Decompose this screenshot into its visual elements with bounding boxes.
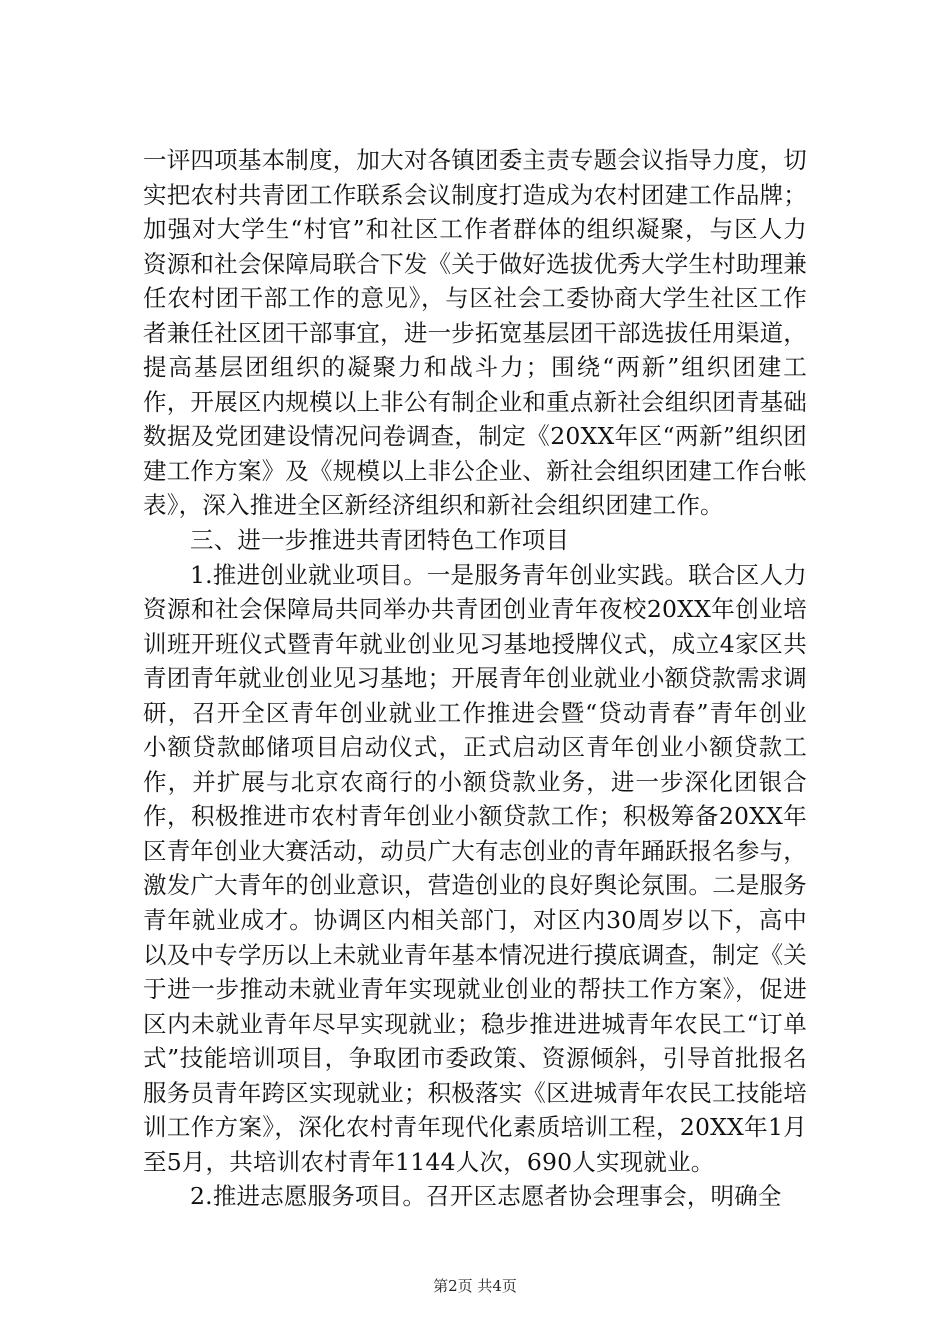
paragraph-continuation: 一评四项基本制度，加大对各镇团委主责专题会议指导力度，切实把农村共青团工作联系会议制度打造成为农村团建工作品牌；加强对大学生“村官”和社区工作者群体的组织凝聚，与区人力资源和社会保障局联合下发《关于做好选拔优秀大学生村助理兼任农村团干部工作的意见》，与区社会工委协商大学生社区工作者兼任社区团干部事宜，进一步拓宽基层团干部选拔任用渠道，提高基层团组织的凝聚力和战斗力；围绕“两新”组织团建工作，开展区内规模以上非公有制企业和重点新社会组织团青基础数据及党团建设情况问卷调查，制定《20XX年区“两新”组织团建工作方案》及《规模以上非公企业、新社会组织团建工作台帐表》，深入推进全区新经济组织和新社会组织团建工作。 [143,146,807,520]
paragraph-entrepreneurship: 1.推进创业就业项目。一是服务青年创业实践。联合区人力资源和社会保障局共同举办共青团创业青年夜校20XX年创业培训班开班仪式暨青年就业创业见习基地授牌仪式，成立4家区共青团青年就业创业见习基地；开展青年创业就业小额贷款需求调研，召开全区青年创业就业工作推进会暨“贷动青春”青年创业小额贷款邮储项目启动仪式，正式启动区青年创业小额贷款工作，并扩展与北京农商行的小额贷款业务，进一步深化团银合作，积极推进市农村青年创业小额贷款工作；积极筹备20XX年区青年创业大赛活动，动员广大有志创业的青年踊跃报名参与，激发广大青年的创业意识，营造创业的良好舆论氛围。二是服务青年就业成才。协调区内相关部门，对区内30周岁以下，高中以及中专学历以上未就业青年基本情况进行摸底调查，制定《关于进一步推动未就业青年实现就业创业的帮扶工作方案》，促进区内未就业青年尽早实现就业；稳步推进进城青年农民工“订单式”技能培训项目，争取团市委政策、资源倾斜，引导首批报名服务员青年跨区实现就业；积极落实《区进城青年农民工技能培训工作方案》，深化农村青年现代化素质培训工程，20XX年1月至5月，共培训农村青年1144人次，690人实现就业。 [143,560,807,1176]
paragraph-volunteer: 2.推进志愿服务项目。召开区志愿者协会理事会，明确全 [190,1182,782,1211]
page-footer: 第2页 共4页 [433,1277,517,1295]
section-heading: 三、进一步推进共青团特色工作项目 [190,526,570,555]
document-body [143,143,807,1214]
